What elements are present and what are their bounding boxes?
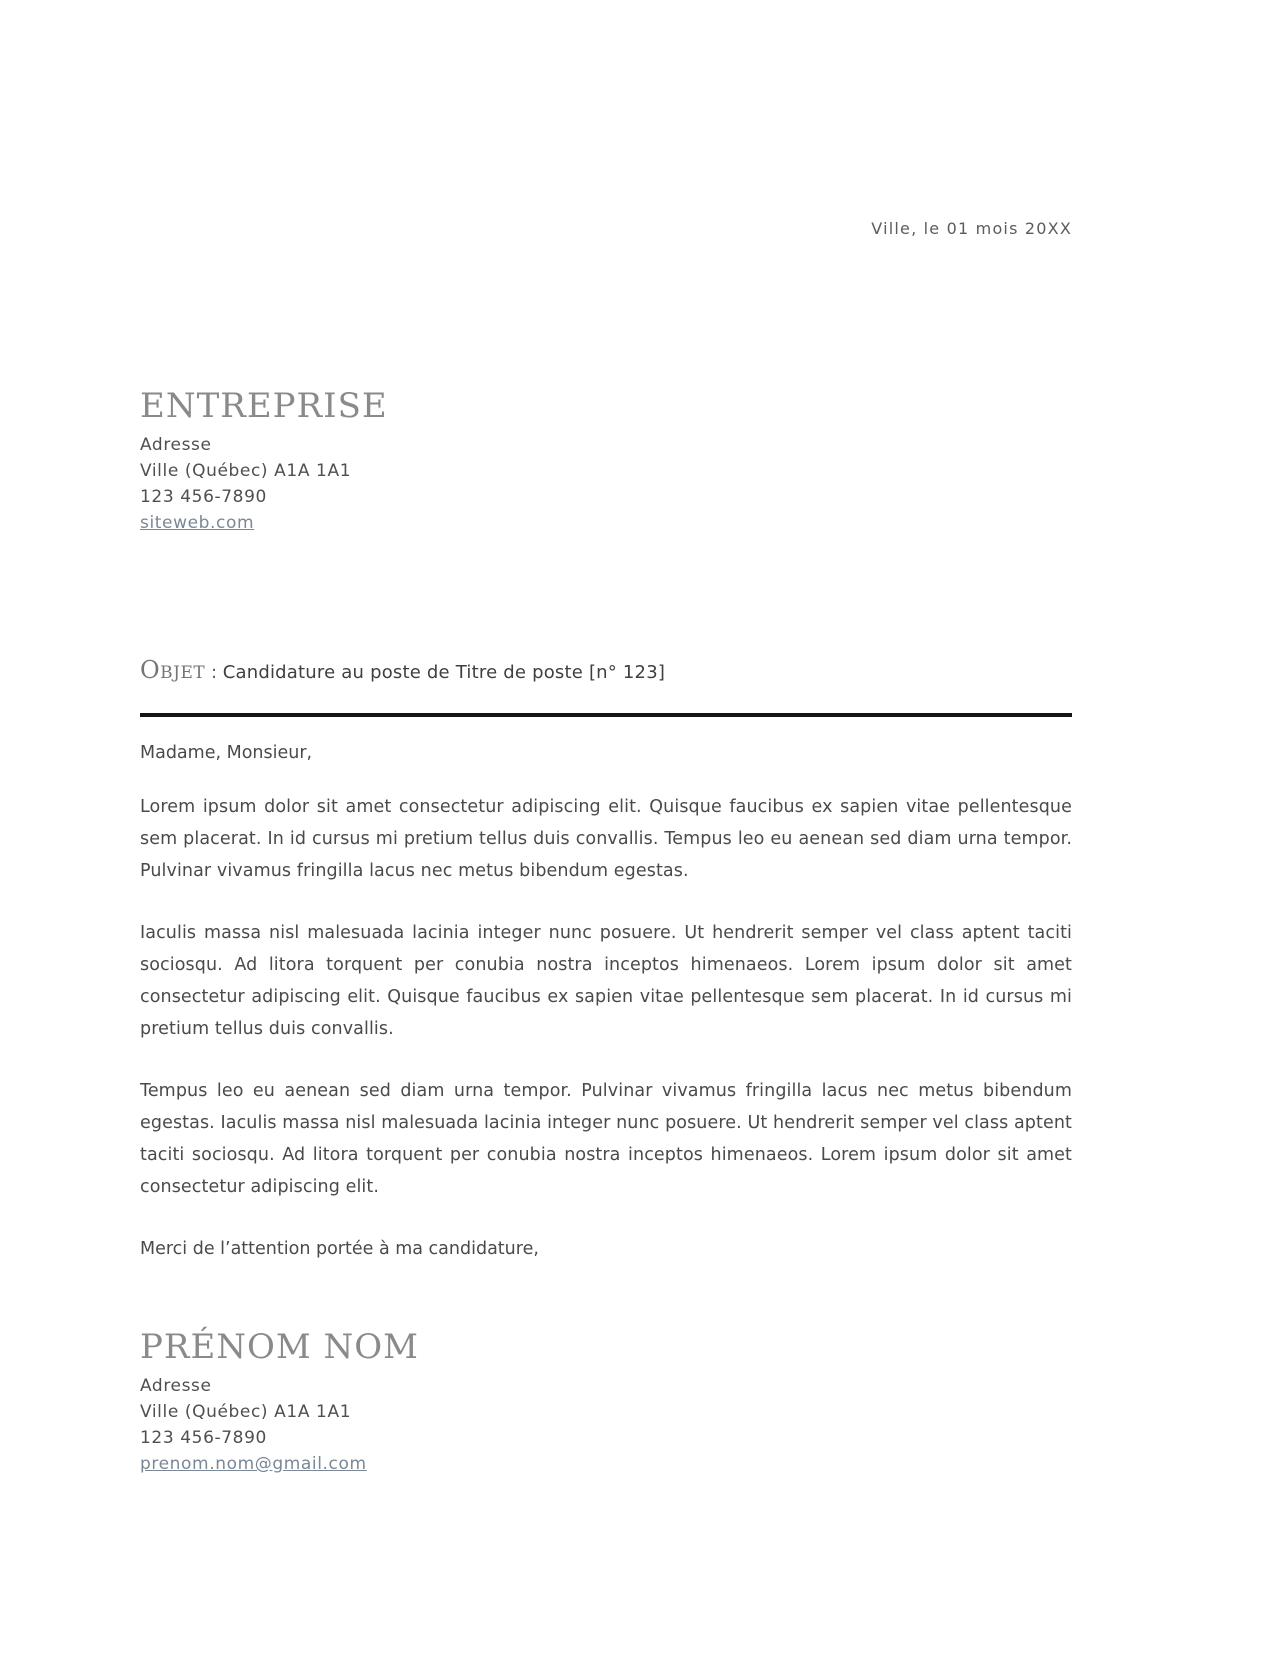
closing-line: Merci de l’attention portée à ma candidature, — [140, 1239, 539, 1259]
subject-separator: : — [205, 662, 223, 683]
body-paragraph-1: Lorem ipsum dolor sit amet consectetur adipiscing elit. Quisque faucibus ex sapien vitae pellentesque sem placerat. In id cursus mi pretium tellus duis convallis. Tempus leo eu aenean sed diam urna tempor. Pulvinar vivamus fringilla lacus nec metus bibendum egestas. — [140, 797, 1072, 881]
letter-content — [140, 0, 1072, 1477]
sender-address-line2: Ville (Québec) A1A 1A1 — [140, 1402, 352, 1422]
salutation: Madame, Monsieur, — [140, 743, 313, 763]
sender-address — [140, 1373, 1072, 1477]
subject-divider-rule — [140, 713, 1072, 717]
sender-name: PRÉNOM NOM — [140, 1327, 419, 1367]
sender-block — [140, 1327, 1072, 1477]
subject-label: Objet — [140, 656, 206, 684]
sender-email-link[interactable]: prenom.nom@gmail.com — [140, 1454, 367, 1474]
recipient-company-name: ENTREPRISE — [140, 386, 388, 426]
body-paragraph-3: Tempus leo eu aenean sed diam urna tempor. Pulvinar vivamus fringilla lacus nec metus bibendum egestas. Iaculis massa nisl malesuada lacinia integer nunc posuere. Ut hendrerit semper vel class aptent taciti sociosqu. Ad litora torquent per conubia nostra inceptos himenaeos. Lorem ipsum dolor sit amet consectetur adipiscing elit. — [140, 1081, 1072, 1197]
subject-text: Candidature au poste de Titre de poste [n° 123] — [222, 662, 666, 683]
recipient-block — [140, 386, 1072, 536]
date-line: Ville, le 01 mois 20XX — [871, 219, 1072, 238]
recipient-address-line2: Ville (Québec) A1A 1A1 — [140, 461, 352, 481]
recipient-address — [140, 432, 1072, 536]
body-paragraph-2: Iaculis massa nisl malesuada lacinia integer nunc posuere. Ut hendrerit semper vel class aptent taciti sociosqu. Ad litora torquent per conubia nostra inceptos himenaeos. Lorem ipsum dolor sit amet consectetur adipiscing elit. Quisque faucibus ex sapien vitae pellentesque sem placerat. In id cursus mi pretium tellus duis convallis. — [140, 923, 1072, 1039]
recipient-address-line1: Adresse — [140, 435, 212, 455]
recipient-website-link[interactable]: siteweb.com — [140, 513, 255, 533]
recipient-phone: 123 456-7890 — [140, 487, 267, 507]
subject-line — [140, 654, 1072, 689]
sender-address-line1: Adresse — [140, 1376, 212, 1396]
sender-phone: 123 456-7890 — [140, 1428, 267, 1448]
